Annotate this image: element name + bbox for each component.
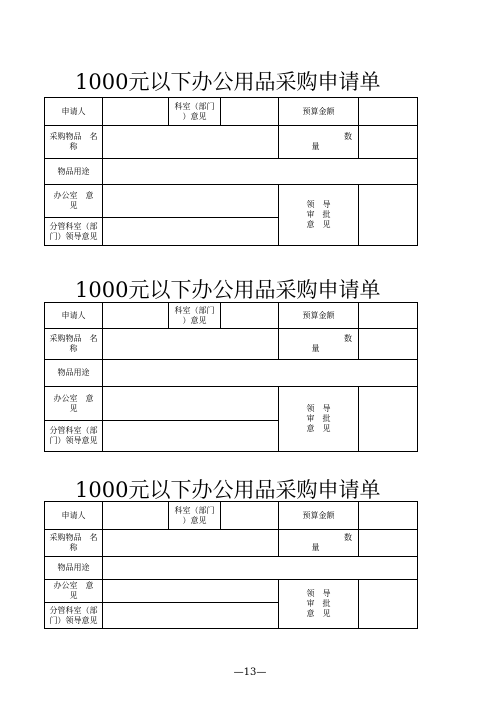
quantity-field[interactable] (359, 126, 418, 159)
item-use-label: 物品用途 (45, 557, 103, 580)
budget-field[interactable] (359, 98, 418, 126)
applicant-field[interactable] (103, 303, 169, 329)
page-number: —13— (233, 667, 267, 678)
leader-approval-field[interactable] (359, 580, 418, 629)
request-table (44, 97, 418, 246)
item-name-field[interactable] (103, 329, 279, 360)
office-opinion-label: 办公室 意 见 (45, 387, 103, 421)
supervising-dept-field[interactable] (103, 218, 279, 246)
item-use-field[interactable] (103, 360, 418, 387)
quantity-label: 数 量 (279, 126, 359, 159)
office-opinion-field[interactable] (103, 185, 279, 218)
item-name-label: 采购物品 名 称 (45, 530, 103, 557)
item-use-label: 物品用途 (45, 159, 103, 185)
leader-approval-field[interactable] (359, 185, 418, 246)
dept-opinion-field[interactable] (221, 303, 279, 329)
quantity-label: 数 量 (279, 329, 359, 360)
applicant-field[interactable] (103, 98, 169, 126)
item-name-field[interactable] (103, 126, 279, 159)
office-opinion-label: 办公室 意 见 (45, 580, 103, 603)
supervising-dept-label: 分管科室（部 门）领导意见 (45, 421, 103, 452)
applicant-label: 申请人 (45, 303, 103, 329)
dept-opinion-field[interactable] (221, 98, 279, 126)
office-opinion-label: 办公室 意 见 (45, 185, 103, 218)
dept-opinion-field[interactable] (221, 502, 279, 530)
item-use-label: 物品用途 (45, 360, 103, 387)
leader-approval-field[interactable] (359, 387, 418, 452)
budget-label: 预算金额 (279, 98, 359, 126)
quantity-field[interactable] (359, 530, 418, 557)
budget-field[interactable] (359, 502, 418, 530)
leader-approval-label: 领 导 审 批 意 见 (279, 387, 359, 452)
leader-approval-label: 领 导 审 批 意 见 (279, 185, 359, 246)
budget-label: 预算金额 (279, 303, 359, 329)
applicant-field[interactable] (103, 502, 169, 530)
quantity-field[interactable] (359, 329, 418, 360)
dept-opinion-label: 科室（部门 ）意见 (169, 98, 221, 126)
item-use-field[interactable] (103, 557, 418, 580)
item-name-label: 采购物品 名 称 (45, 329, 103, 360)
leader-approval-label: 领 导 审 批 意 见 (279, 580, 359, 629)
office-opinion-field[interactable] (103, 387, 279, 421)
request-table (44, 302, 418, 452)
form-title: 1000元以下办公用品采购申请单 (75, 478, 381, 502)
request-table (44, 501, 418, 629)
supervising-dept-label: 分管科室（部 门）领导意见 (45, 218, 103, 246)
supervising-dept-field[interactable] (103, 421, 279, 452)
office-opinion-field[interactable] (103, 580, 279, 603)
budget-field[interactable] (359, 303, 418, 329)
dept-opinion-label: 科室（部门 ）意见 (169, 303, 221, 329)
dept-opinion-label: 科室（部门 ）意见 (169, 502, 221, 530)
quantity-label: 数 量 (279, 530, 359, 557)
item-name-field[interactable] (103, 530, 279, 557)
supervising-dept-field[interactable] (103, 603, 279, 629)
form-title: 1000元以下办公用品采购申请单 (75, 278, 381, 302)
form-title: 1000元以下办公用品采购申请单 (75, 70, 381, 94)
item-name-label: 采购物品 名 称 (45, 126, 103, 159)
item-use-field[interactable] (103, 159, 418, 185)
budget-label: 预算金额 (279, 502, 359, 530)
applicant-label: 申请人 (45, 502, 103, 530)
applicant-label: 申请人 (45, 98, 103, 126)
supervising-dept-label: 分管科室（部 门）领导意见 (45, 603, 103, 629)
